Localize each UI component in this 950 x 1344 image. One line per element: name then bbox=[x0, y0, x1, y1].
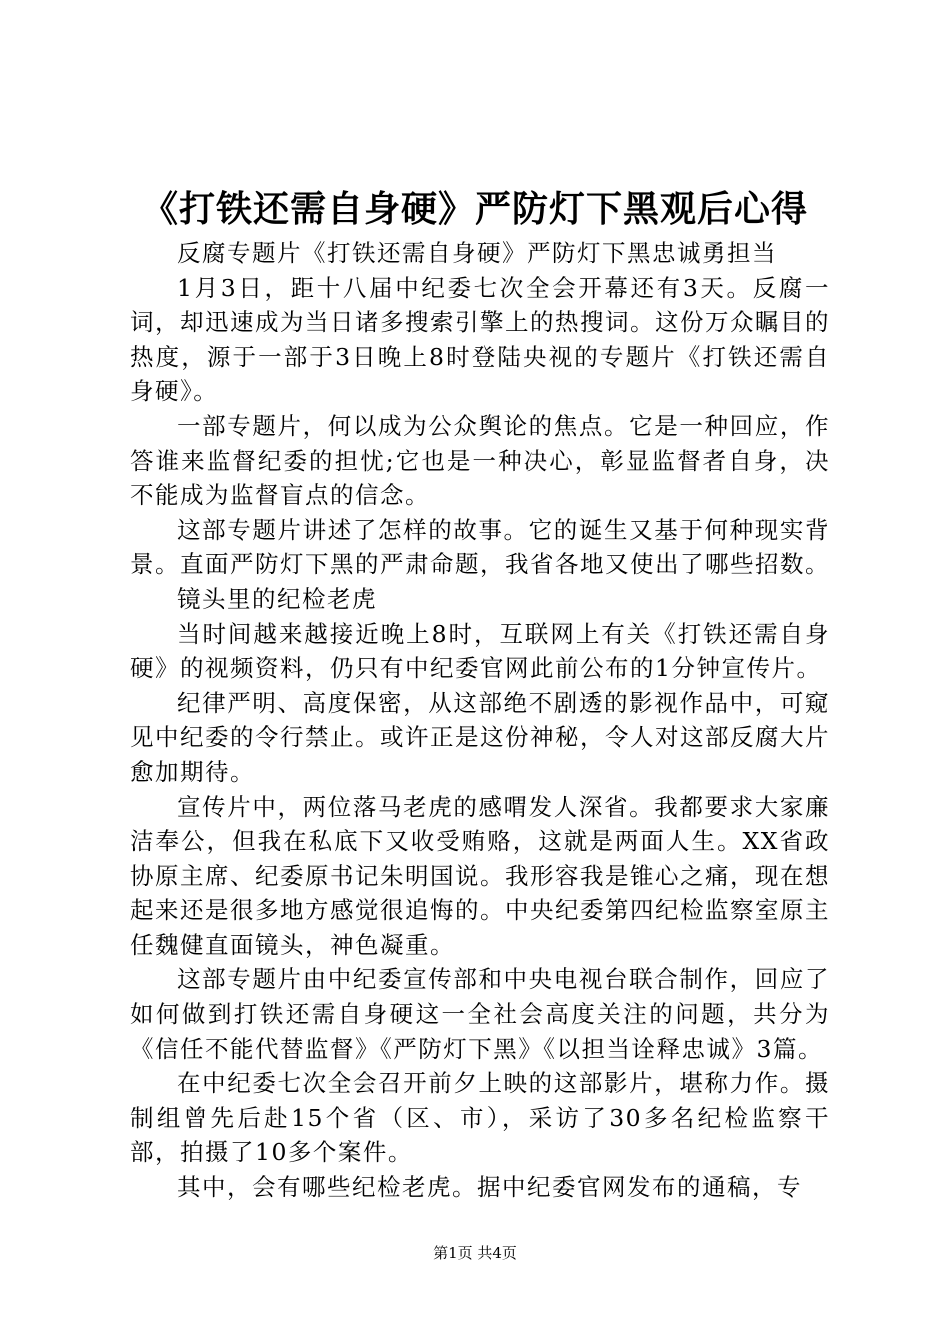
paragraph: 其中，会有哪些纪检老虎。据中纪委官网发布的通稿，专 bbox=[177, 1173, 802, 1202]
page-footer: 第1页 共4页 bbox=[433, 1244, 517, 1262]
paragraph: 在中纪委七次全会召开前夕上映的这部影片，堪称力作。摄制组曾先后赴15个省（区、市），采访了30多名纪检监察干部，拍摄了10多个案件。 bbox=[130, 1069, 830, 1167]
paragraph: 宣传片中，两位落马老虎的感喟发人深省。我都要求大家廉洁奉公，但我在私底下又收受贿赂，这就是两面人生。XX省政协原主席、纪委原书记朱明国说。我形容我是锥心之痛，现在想起来还是很多地方感觉很追悔的。中央纪委第四纪检监察室原主任魏健直面镜头，神色凝重。 bbox=[130, 792, 830, 959]
paragraph: 纪律严明、高度保密，从这部绝不剧透的影视作品中，可窥见中纪委的令行禁止。或许正是这份神秘，令人对这部反腐大片愈加期待。 bbox=[130, 688, 830, 786]
paragraph: 一部专题片，何以成为公众舆论的焦点。它是一种回应，作答谁来监督纪委的担忧;它也是一种决心，彰显监督者自身，决不能成为监督盲点的信念。 bbox=[130, 411, 830, 510]
document-title: 《打铁还需自身硬》严防灯下黑观后心得 bbox=[141, 188, 808, 230]
paragraph: 当时间越来越接近晚上8时，互联网上有关《打铁还需自身硬》的视频资料，仍只有中纪委官网此前公布的1分钟宣传片。 bbox=[130, 619, 830, 683]
paragraph: 1月3日，距十八届中纪委七次全会开幕还有3天。反腐一词，却迅速成为当日诸多搜索引擎上的热搜词。这份万众瞩目的热度，源于一部于3日晚上8时登陆央视的专题片《打铁还需自身硬》。 bbox=[130, 273, 830, 406]
document-body bbox=[130, 236, 830, 1205]
paragraph: 这部专题片由中纪委宣传部和中央电视台联合制作，回应了如何做到打铁还需自身硬这一全社会高度关注的问题，共分为《信任不能代替监督》《严防灯下黑》《以担当诠释忠诚》3篇。 bbox=[130, 965, 830, 1063]
paragraph: 这部专题片讲述了怎样的故事。它的诞生又基于何种现实背景。直面严防灯下黑的严肃命题，我省各地又使出了哪些招数。 bbox=[130, 515, 830, 579]
paragraph-subtitle: 反腐专题片《打铁还需自身硬》严防灯下黑忠诚勇担当 bbox=[177, 239, 777, 267]
section-heading: 镜头里的纪检老虎 bbox=[177, 584, 377, 613]
